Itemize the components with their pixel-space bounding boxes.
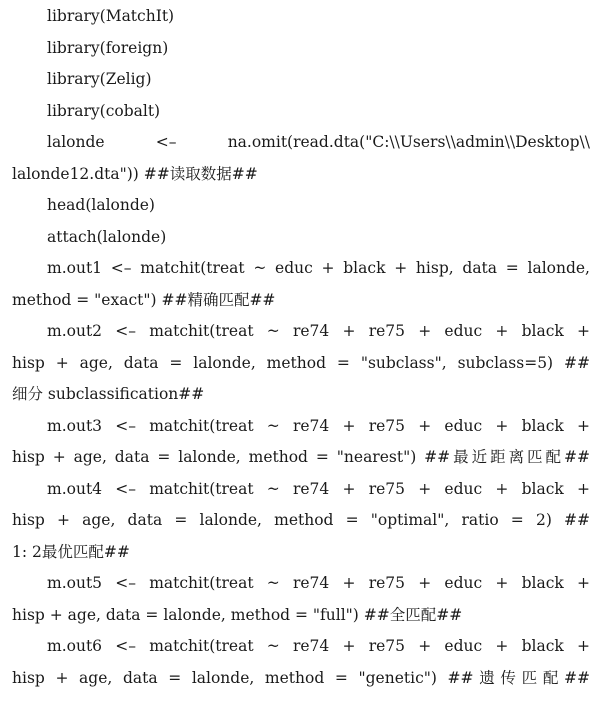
code-line-library-cobalt: library(cobalt): [47, 102, 161, 120]
code-line-mout1-cont: method = "exact") ##精确匹配##: [12, 291, 276, 309]
code-line-read-data: lalonde <– na.omit(read.dta("C:\\Users\\admin\\Desktop\\: [47, 133, 590, 151]
code-line-library-foreign: library(foreign): [47, 39, 169, 57]
code-line-library-matchit: library(MatchIt): [47, 7, 175, 25]
code-line-mout2: m.out2 <– matchit(treat ~ re74 + re75 + educ + black +: [47, 322, 590, 340]
code-line-mout4-cont2: 1: 2最优匹配##: [12, 543, 130, 561]
code-line-read-data-cont: lalonde12.dta")) ##读取数据##: [12, 165, 258, 183]
code-line-mout6: m.out6 <– matchit(treat ~ re74 + re75 + educ + black +: [47, 637, 590, 655]
code-line-mout4: m.out4 <– matchit(treat ~ re74 + re75 + educ + black +: [47, 480, 590, 498]
code-line-mout4-cont: hisp + age, data = lalonde, method = "optimal", ratio = 2) ##: [12, 511, 590, 529]
code-line-mout5-cont: hisp + age, data = lalonde, method = "full") ##全匹配##: [12, 606, 463, 624]
code-line-mout3: m.out3 <– matchit(treat ~ re74 + re75 + educ + black +: [47, 417, 590, 435]
code-line-mout2-cont2: 细分 subclassification##: [12, 385, 205, 403]
code-line-head: head(lalonde): [47, 196, 155, 214]
code-line-mout5: m.out5 <– matchit(treat ~ re74 + re75 + educ + black +: [47, 574, 590, 592]
code-line-library-zelig: library(Zelig): [47, 70, 152, 88]
code-line-mout1: m.out1 <– matchit(treat ~ educ + black + hisp, data = lalonde,: [47, 259, 590, 277]
code-line-mout2-cont: hisp + age, data = lalonde, method = "subclass", subclass=5) ##: [12, 354, 590, 372]
code-line-mout3-cont: hisp + age, data = lalonde, method = "nearest") ##最近距离匹配##: [12, 448, 590, 466]
code-line-attach: attach(lalonde): [47, 228, 167, 246]
code-line-mout6-cont: hisp + age, data = lalonde, method = "genetic") ##遗传匹配##: [12, 669, 590, 687]
